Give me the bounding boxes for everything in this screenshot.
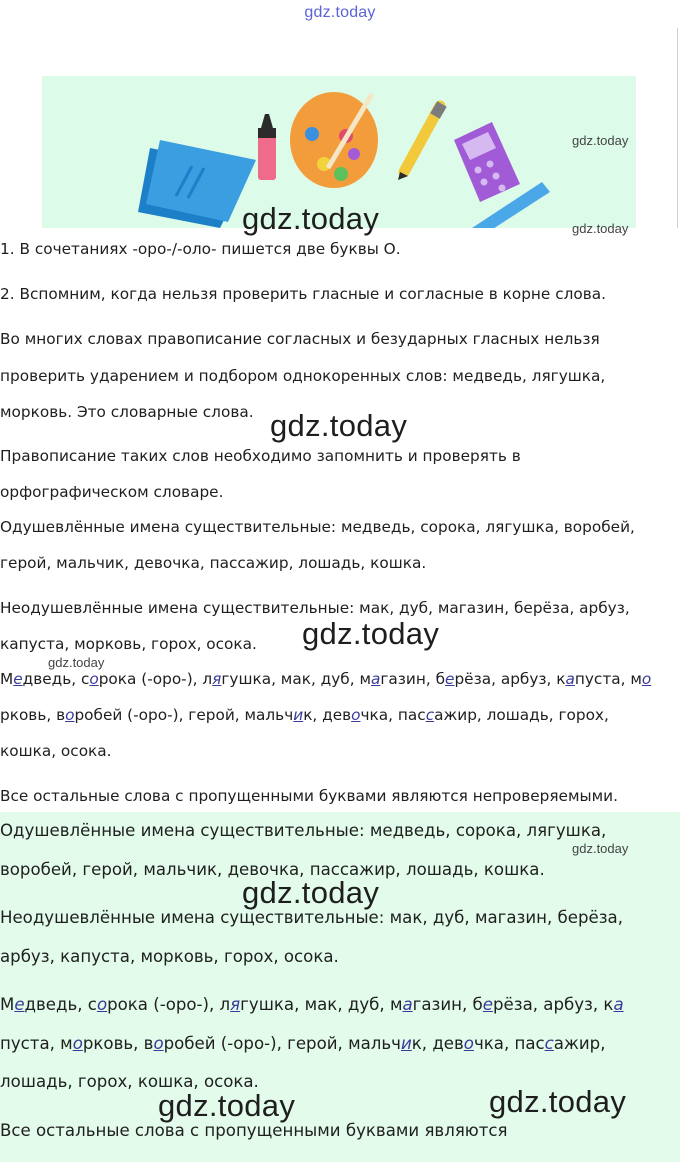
answer-marked-letters: пуста, морковь, воробей (-оро-), герой, мальчик, девочка, пассажир, (0, 1034, 606, 1053)
paragraph: Правописание таких слов необходимо запомнить и проверять в (0, 447, 521, 465)
watermark: gdz.today (242, 201, 380, 236)
paragraph: Одушевлённые имена существительные: медведь, сорока, лягушка, воробей, (0, 518, 635, 536)
calculator-icon (454, 122, 520, 202)
watermark: gdz.today (158, 1088, 296, 1123)
pen-icon (398, 104, 442, 180)
paragraph: орфографическом словаре. (0, 483, 224, 501)
paragraph: капуста, морковь, горох, осока. (0, 635, 257, 653)
watermark: gdz.today (242, 875, 380, 910)
watermark: gdz.today (48, 655, 105, 670)
site-logo[interactable]: gdz.today (304, 4, 376, 21)
notebook-icon (138, 140, 256, 228)
answer-paragraph: Все остальные слова с пропущенными буквами являются (0, 1121, 508, 1140)
watermark: gdz.today (572, 133, 629, 148)
answer-paragraph: воробей, герой, мальчик, девочка, пассажир, лошадь, кошка. (0, 860, 545, 879)
watermark: gdz.today (489, 1084, 627, 1119)
paragraph: 2. Вспомним, когда нельзя проверить гласные и согласные в корне слова. (0, 285, 606, 303)
watermark: gdz.today (270, 408, 408, 443)
answer-marked-letters: Медведь, сорока (-оро-), лягушка, мак, дуб, магазин, берёза, арбуз, ка (0, 995, 624, 1014)
scrollbar-track (677, 28, 678, 228)
watermark: gdz.today (572, 841, 629, 856)
paragraph: 1. В сочетаниях -оро-/-оло- пишется две буквы О. (0, 240, 401, 258)
answer-paragraph: лошадь, горох, кошка, осока. (0, 1072, 259, 1091)
marker-icon (258, 114, 276, 180)
paragraph: кошка, осока. (0, 742, 112, 760)
paragraph-marked-letters: рковь, воробей (-оро-), герой, мальчик, девочка, пассажир, лошадь, горох, (0, 706, 609, 724)
paragraph: морковь. Это словарные слова. (0, 403, 254, 421)
answer-paragraph: арбуз, капуста, морковь, горох, осока. (0, 947, 339, 966)
watermark: gdz.today (572, 221, 629, 236)
paragraph: герой, мальчик, девочка, пассажир, лошадь, кошка. (0, 554, 427, 572)
paragraph: Во многих словах правописание согласных и безударных гласных нельзя (0, 330, 600, 348)
answer-paragraph: Одушевлённые имена существительные: медведь, сорока, лягушка, (0, 821, 607, 840)
paragraph: Неодушевлённые имена существительные: мак, дуб, магазин, берёза, арбуз, (0, 599, 630, 617)
watermark: gdz.today (302, 616, 440, 651)
paragraph: проверить ударением и подбором однокоренных слов: медведь, лягушка, (0, 367, 606, 385)
paragraph-marked-letters: Медведь, сорока (-оро-), лягушка, мак, дуб, магазин, берёза, арбуз, капуста, мо (0, 670, 652, 688)
paragraph: Все остальные слова с пропущенными буквами являются непроверяемыми. (0, 787, 618, 805)
answer-paragraph: Неодушевлённые имена существительные: мак, дуб, магазин, берёза, (0, 908, 623, 927)
palette-icon (290, 92, 378, 188)
